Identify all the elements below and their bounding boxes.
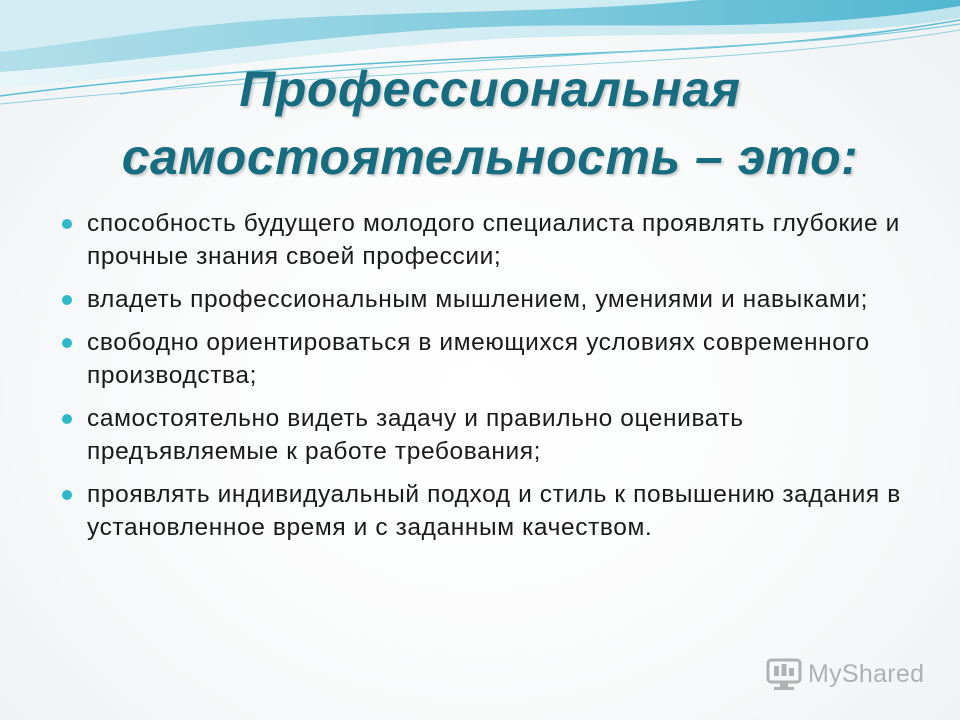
bullet-text: способность будущего молодого специалиста проявлять глубокие и прочные знания своей профессии; bbox=[87, 210, 900, 270]
bullet-item bbox=[62, 207, 922, 273]
bullet-dot-icon bbox=[62, 219, 72, 229]
bullet-text: свободно ориентироваться в имеющихся условиях современного производства; bbox=[87, 329, 870, 389]
title-line-1: Профессиональная bbox=[239, 61, 741, 117]
bullet-dot-icon bbox=[62, 338, 72, 348]
bullet-list bbox=[62, 207, 922, 554]
bullet-dot-icon bbox=[62, 295, 72, 305]
watermark bbox=[766, 656, 924, 692]
title-line-2: самостоятельность – это: bbox=[121, 129, 859, 185]
bullet-text: проявлять индивидуальный подход и стиль к повышению задания в установленное время и с заданным качеством. bbox=[87, 481, 901, 541]
watermark-text: MyShared bbox=[808, 659, 925, 688]
bullet-item bbox=[62, 478, 922, 544]
bullet-dot-icon bbox=[62, 490, 72, 500]
slide-title bbox=[60, 55, 920, 191]
bullet-dot-icon bbox=[62, 414, 72, 424]
bullet-item bbox=[62, 283, 922, 316]
bullet-text: самостоятельно видеть задачу и правильно оценивать предъявляемые к работе требования; bbox=[87, 405, 744, 465]
bullet-item bbox=[62, 402, 922, 468]
myshared-logo-icon bbox=[766, 657, 802, 691]
bullet-text: владеть профессиональным мышлением, умениями и навыками; bbox=[87, 286, 869, 313]
bullet-item bbox=[62, 326, 922, 392]
